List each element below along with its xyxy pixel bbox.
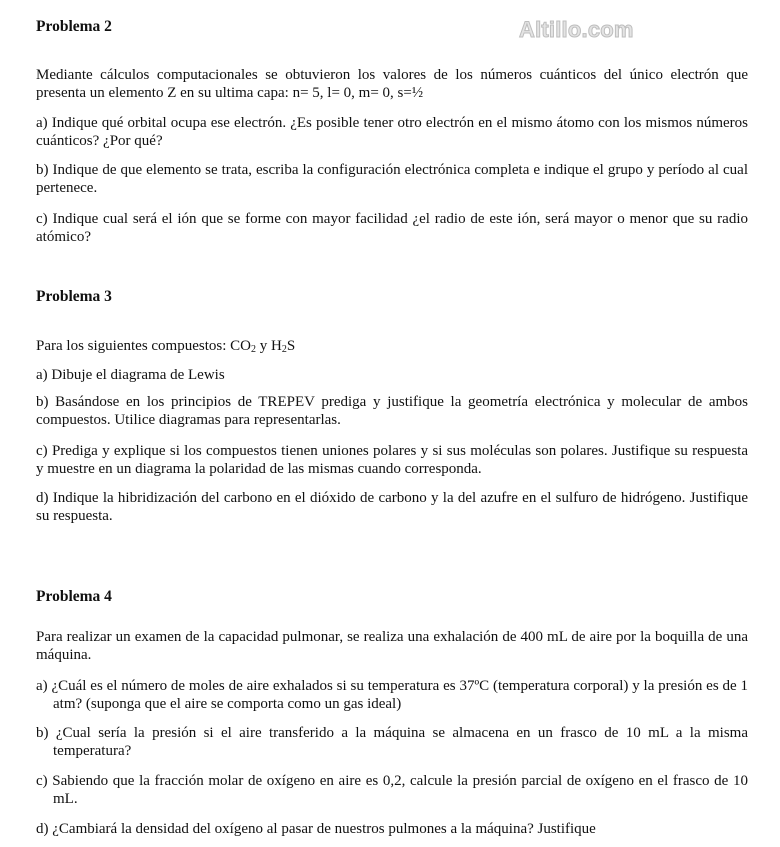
problema-4-item-c: c) Sabiendo que la fracción molar de oxígeno en aire es 0,2, calcule la presión parcial de oxígeno en el frasco de 10 mL. [36,773,748,807]
problema-4-intro: Para realizar un examen de la capacidad pulmonar, se realiza una exhalación de 400 mL de aire por la boquilla de una máquina. [36,629,748,663]
problema-2-item-b: b) Indique de que elemento se trata, escriba la configuración electrónica completa e indique el grupo y período al cual pertenece. [36,162,748,196]
problema-2-item-a: a) Indique qué orbital ocupa ese electrón. ¿Es posible tener otro electrón en el mismo átomo con los mismos números cuánticos? ¿Por qué? [36,115,748,149]
subscript: 2 [250,344,256,355]
subscript: 2 [281,344,287,355]
problema-3-intro [36,337,748,355]
problema-3-intro-text: y H [255,338,282,354]
problema-3-item-a: a) Dibuje el diagrama de Lewis [36,367,225,383]
problema-4-title: Problema 4 [36,588,112,605]
problema-3-title: Problema 3 [36,288,112,305]
problema-2-intro: Mediante cálculos computacionales se obtuvieron los valores de los números cuánticos del único electrón que presenta un elemento Z en su ultima capa: n= 5, l= 0, m= 0, s=½ [36,67,748,101]
problema-4-item-b: b) ¿Cual sería la presión si el aire transferido a la máquina se almacena en un frasco de 10 mL a la misma temperatura? [36,725,748,759]
problema-4-item-d: d) ¿Cambiará la densidad del oxígeno al pasar de nuestros pulmones a la máquina? Justifique [36,821,596,837]
problema-3-item-c: c) Prediga y explique si los compuestos tienen uniones polares y si sus moléculas son polares. Justifique su respuesta y muestre en un diagrama la polaridad de las mismas cuando corresponda. [36,443,748,477]
problema-2-title: Problema 2 [36,18,112,35]
problema-3-intro-text: Para los siguientes compuestos: CO [36,338,251,354]
problema-4-item-a: a) ¿Cuál es el número de moles de aire exhalados si su temperatura es 37ºC (temperatura corporal) y la presión es de 1 atm? (suponga que el aire se comporta como un gas ideal) [36,678,748,712]
problema-3-item-d: d) Indique la hibridización del carbono en el dióxido de carbono y la del azufre en el sulfuro de hidrógeno. Justifique su respuesta. [36,490,748,524]
problema-3-item-b: b) Basándose en los principios de TREPEV prediga y justifique la geometría electrónica y molecular de ambos compuestos. Utilice diagramas para representarlas. [36,394,748,428]
problema-2-item-c: c) Indique cual será el ión que se forme con mayor facilidad ¿el radio de este ión, será mayor o menor que su radio atómico? [36,211,748,245]
watermark: Altillo.com [519,17,634,42]
problema-3-intro-text: S [286,338,296,354]
